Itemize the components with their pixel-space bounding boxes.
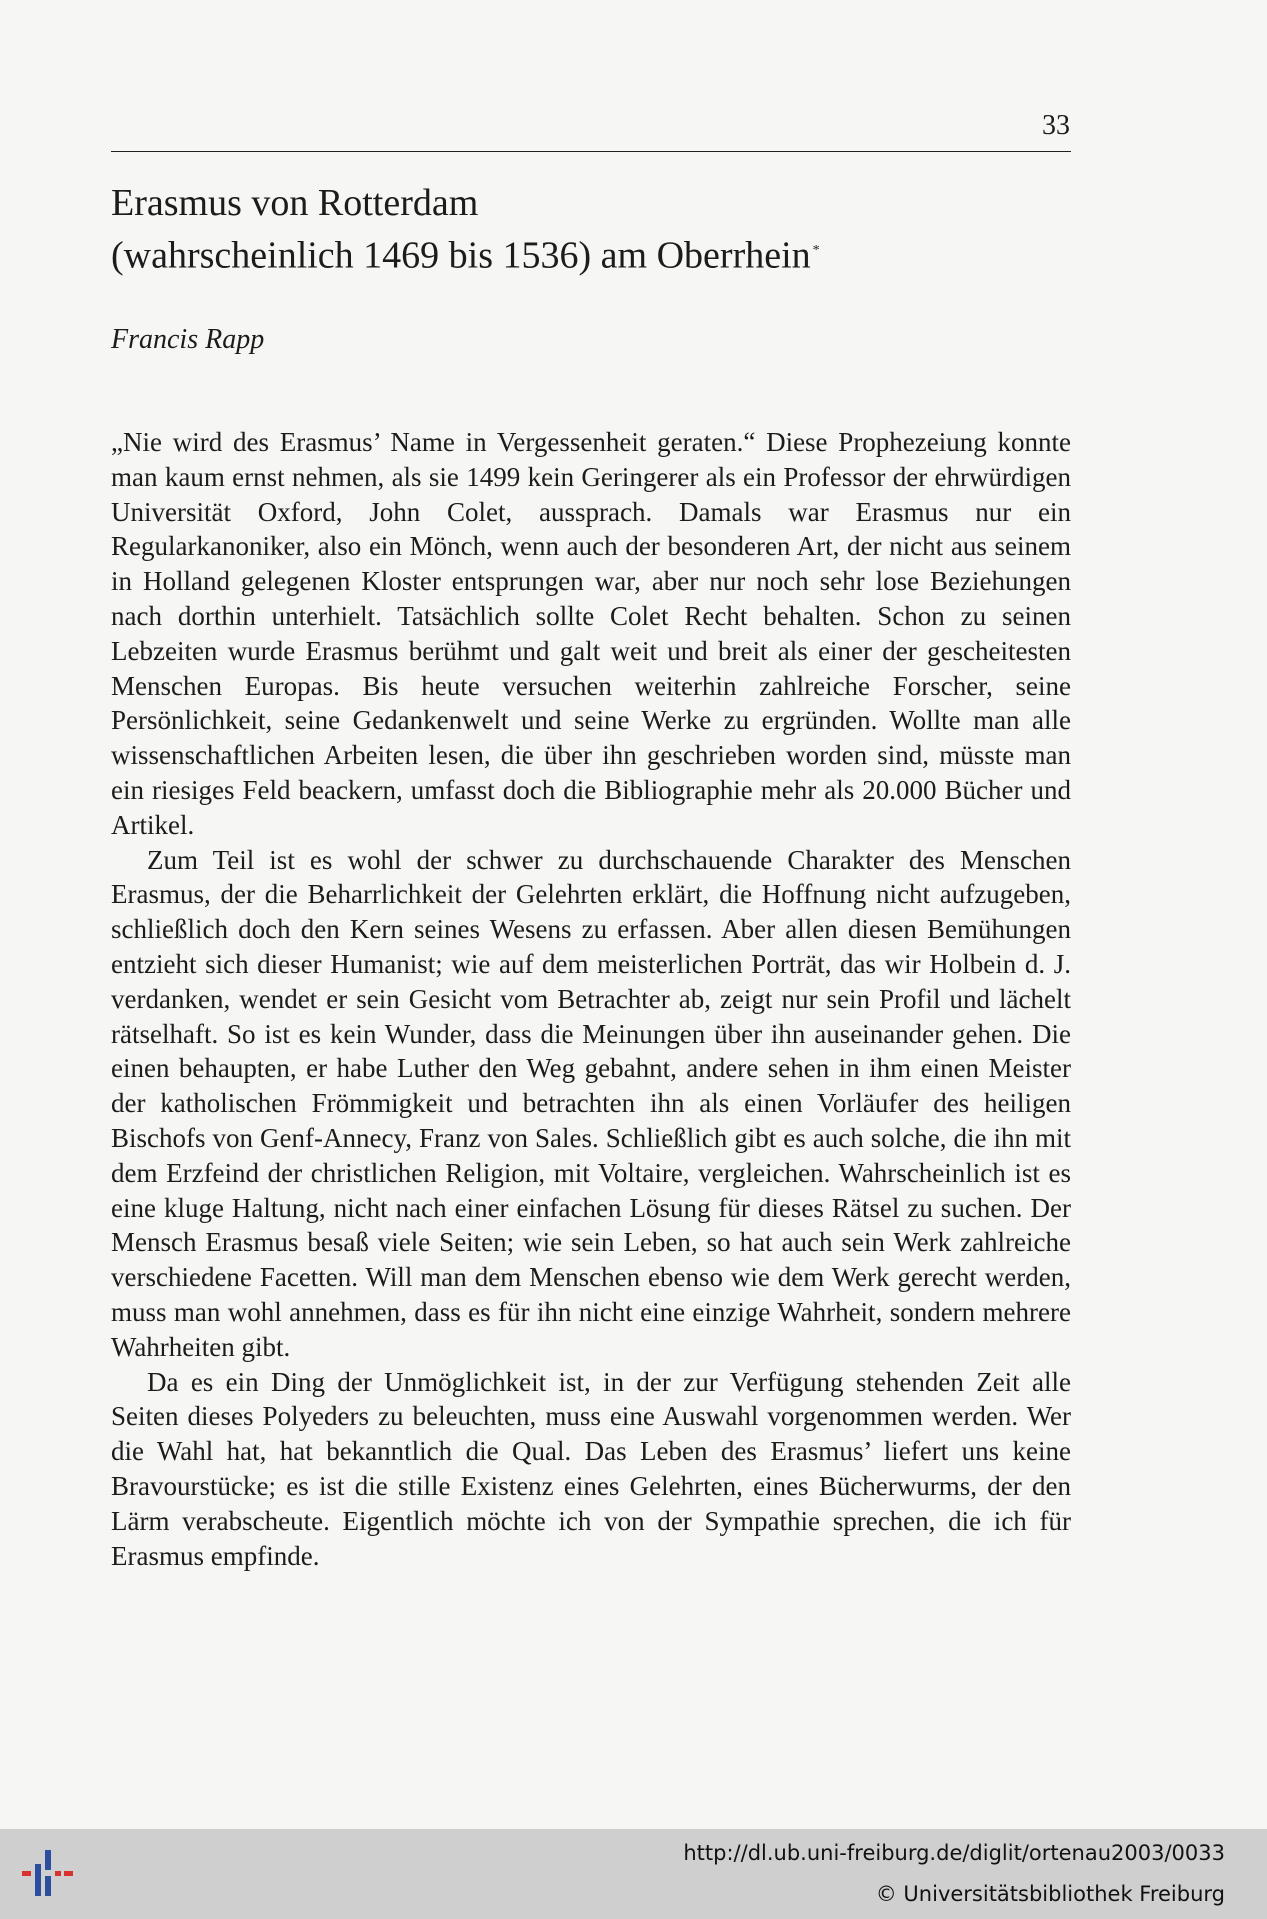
footer-copyright: © Universitätsbibliothek Freiburg bbox=[875, 1882, 1225, 1906]
title-line-2 bbox=[111, 227, 1071, 280]
article-title bbox=[111, 180, 1071, 280]
title-line-2-text: (wahrscheinlich 1469 bis 1536) am Oberrhein bbox=[111, 234, 811, 277]
paragraph-1: „Nie wird des Erasmus’ Name in Vergessenheit geraten.“ Diese Prophezeiung konnte man kaum ernst nehmen, als sie 1499 kein Geringerer als ein Professor der ehrwürdigen Universität Oxford, John Colet, aussprach. Damals war Erasmus nur ein Regularkanoniker, also ein Mönch, wenn auch der besonderen Art, der nicht aus seinem in Holland gelegenen Kloster entsprungen war, aber nur noch sehr lose Beziehungen nach dorthin unterhielt. Tatsächlich sollte Colet Recht behalten. Schon zu seinen Lebzeiten wurde Erasmus berühmt und galt weit und breit als einer der gescheitesten Menschen Europas. Bis heute versuchen weiterhin zahlreiche Forscher, seine Persönlichkeit, seine Gedankenwelt und seine Werke zu ergründen. Wollte man alle wissenschaftlichen Arbeiten lesen, die über ihn geschrieben worden sind, müsste man ein riesiges Feld beackern, umfasst doch die Bibliographie mehr als 20.000 Bücher und Artikel. bbox=[111, 427, 1071, 840]
paragraph-2: Zum Teil ist es wohl der schwer zu durchschauende Charakter des Menschen Erasmus, der die Beharrlichkeit der Gelehrten erklärt, die Hoffnung nicht aufzugeben, schließlich doch den Kern seines Wesens zu erfassen. Aber allen diesen Bemühungen entzieht sich dieser Humanist; wie auf dem meisterlichen Porträt, das wir Holbein d. J. verdanken, wendet er sein Gesicht vom Betrachter ab, zeigt nur sein Profil und lächelt rätselhaft. So ist es kein Wunder, dass die Meinungen über ihn auseinander gehen. Die einen behaupten, er habe Luther den Weg gebahnt, andere sehen in ihm einen Meister der katholischen Frömmigkeit und betrachten ihn als einen Vorläufer des heiligen Bischofs von Genf-Annecy, Franz von Sales. Schließlich gibt es auch solche, die ihn mit dem Erzfeind der christlichen Religion, mit Voltaire, vergleichen. Wahrscheinlich ist es eine kluge Haltung, nicht nach einer einfachen Lösung für dieses Rätsel zu suchen. Der Mensch Erasmus besaß viele Seiten; wie sein Leben, so hat auch sein Werk zahlreiche verschiedene Facetten. Will man dem Menschen ebenso wie dem Werk gerecht werden, muss man wohl annehmen, dass es für ihn nicht eine einzige Wahrheit, sondern mehrere Wahrheiten gibt. bbox=[111, 844, 1071, 1362]
page-number: 33 bbox=[1042, 110, 1070, 141]
article-body bbox=[111, 425, 1071, 1573]
paragraph-3: Da es ein Ding der Unmöglichkeit ist, in der zur Verfügung stehenden Zeit alle Seiten dieses Polyeders zu beleuchten, muss eine Auswahl vorgenommen werden. Wer die Wahl hat, hat bekanntlich die Qual. Das Leben des Erasmus’ liefert uns keine Bravourstücke; es ist die stille Existenz eines Gelehrten, eines Bücherwurms, der den Lärm verabscheute. Eigentlich möchte ich von der Sympathie sprechen, die ich für Erasmus empfinde. bbox=[111, 1366, 1071, 1571]
footer-url-link[interactable]: http://dl.ub.uni-freiburg.de/diglit/ortenau2003/0033 bbox=[683, 1841, 1225, 1865]
author-name: Francis Rapp bbox=[111, 324, 265, 355]
title-line-1: Erasmus von Rotterdam bbox=[111, 182, 479, 224]
ub-freiburg-logo-icon bbox=[18, 1842, 78, 1902]
footnote-marker: * bbox=[812, 243, 820, 258]
header-rule bbox=[111, 151, 1071, 152]
